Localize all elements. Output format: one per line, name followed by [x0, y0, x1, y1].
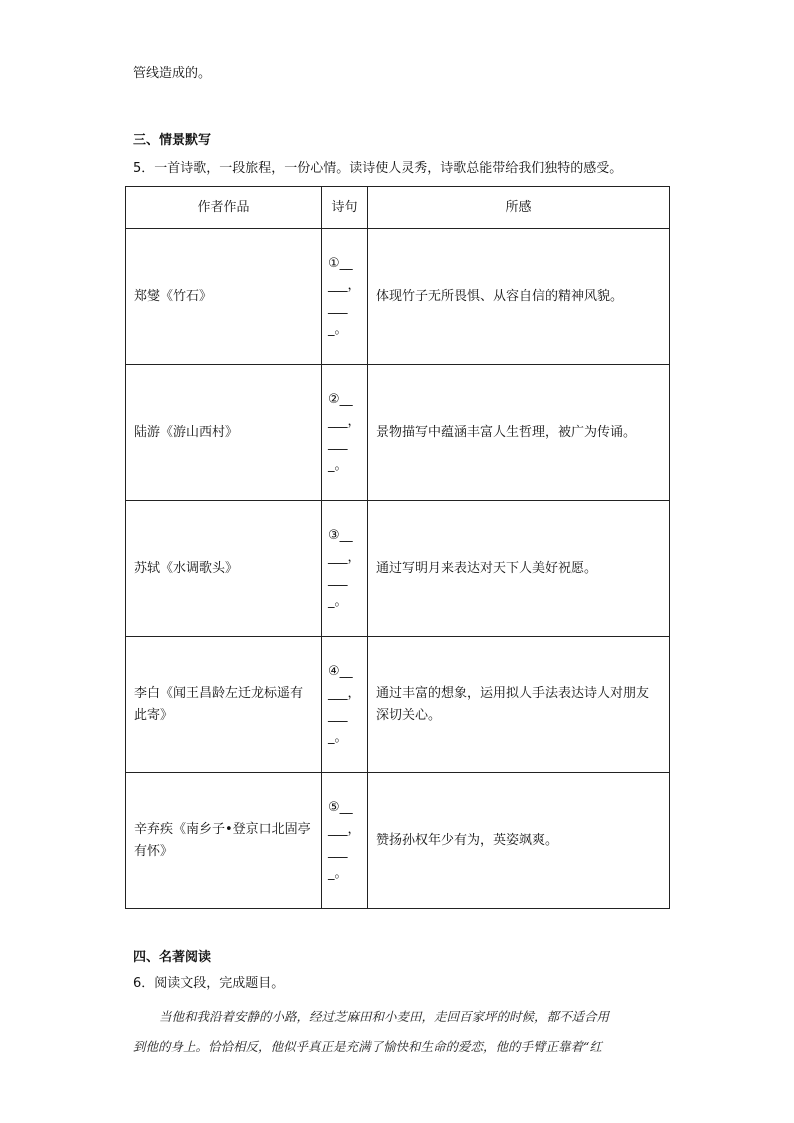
author-cell: 苏轼《水调歌头》	[126, 501, 322, 637]
section-3-heading: 三、情景默写	[133, 133, 212, 148]
blank-line: ___，	[328, 277, 361, 293]
table-row	[126, 501, 670, 637]
passage-line: 当他和我沿着安静的小路，经过芝麻田和小麦田，走回百家坪的时候，都不适合用	[159, 1009, 610, 1024]
blank-line: ___，	[328, 685, 361, 701]
feeling-cell: 体现竹子无所畏惧、从容自信的精神风貌。	[368, 229, 670, 365]
table-row	[126, 773, 670, 909]
header-feeling: 所感	[368, 187, 670, 229]
section-4-heading: 四、名著阅读	[133, 950, 212, 965]
table-row	[126, 637, 670, 773]
blank-line: ①__	[328, 255, 353, 271]
table-row	[126, 229, 670, 365]
blank-line: ⑤__	[328, 799, 353, 815]
blank-line: ___，	[328, 821, 361, 837]
blank-line: _。	[328, 457, 348, 473]
blank-line: ___	[328, 435, 348, 451]
blank-line: _。	[328, 321, 348, 337]
blank-line: ③__	[328, 527, 353, 543]
question-6-prompt: 6．阅读文段，完成题目。	[133, 976, 285, 991]
fill-blank-cell[interactable]	[322, 501, 368, 637]
feeling-cell: 赞扬孙权年少有为，英姿飒爽。	[368, 773, 670, 909]
feeling-cell: 景物描写中蕴涵丰富人生哲理，被广为传诵。	[368, 365, 670, 501]
passage-line: 到他的身上。恰恰相反，他似乎真正是充满了愉快和生命的爱恋，他的手臂正靠着“红	[133, 1039, 602, 1054]
table-row	[126, 365, 670, 501]
previous-text-line: 管线造成的。	[133, 66, 212, 81]
feeling-cell: 通过丰富的想象，运用拟人手法表达诗人对朋友深切关心。	[368, 637, 670, 773]
author-cell: 陆游《游山西村》	[126, 365, 322, 501]
blank-line: _。	[328, 593, 348, 609]
header-poem-line: 诗句	[322, 187, 368, 229]
table-header-row	[126, 187, 670, 229]
feeling-cell: 通过写明月来表达对天下人美好祝愿。	[368, 501, 670, 637]
blank-line: _。	[328, 729, 348, 745]
blank-line: ___	[328, 571, 348, 587]
blank-line: ___	[328, 843, 348, 859]
fill-blank-cell[interactable]	[322, 637, 368, 773]
question-5-prompt: 5．一首诗歌，一段旅程，一份心情。读诗使人灵秀，诗歌总能带给我们独特的感受。	[133, 161, 623, 176]
blank-line: ___	[328, 299, 348, 315]
poem-table	[125, 186, 670, 909]
fill-blank-cell[interactable]	[322, 365, 368, 501]
blank-line: ___，	[328, 549, 361, 565]
fill-blank-cell[interactable]	[322, 773, 368, 909]
fill-blank-cell[interactable]	[322, 229, 368, 365]
blank-line: ②__	[328, 391, 353, 407]
blank-line: ___	[328, 707, 348, 723]
author-cell: 辛弃疾《南乡子•登京口北固亭有怀》	[126, 773, 322, 909]
author-cell: 郑燮《竹石》	[126, 229, 322, 365]
blank-line: ④__	[328, 663, 353, 679]
reading-passage	[133, 1002, 663, 1062]
blank-line: _。	[328, 865, 348, 881]
header-author: 作者作品	[126, 187, 322, 229]
blank-line: ___，	[328, 413, 361, 429]
author-cell: 李白《闻王昌龄左迁龙标遥有此寄》	[126, 637, 322, 773]
